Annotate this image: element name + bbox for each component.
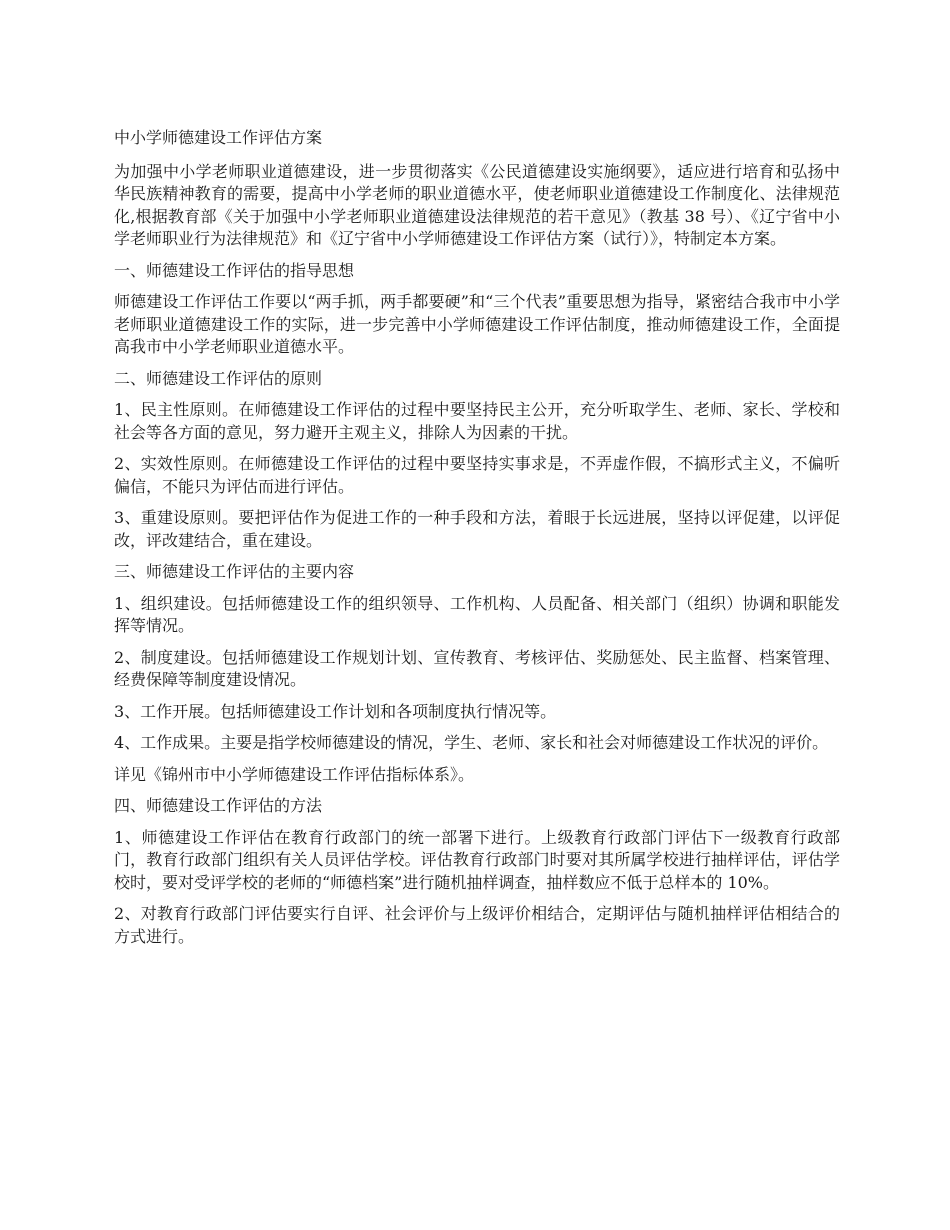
content-results: 4、工作成果。主要是指学校师德建设的情况，学生、老师、家长和社会对师德建设工作状况的评价。 [114,733,829,752]
section-heading-methods: 四、师德建设工作评估的方法 [114,796,323,815]
reference-note: 详见《锦州市中小学师德建设工作评估指标体系》。 [114,764,475,784]
content-work-progress: 3、工作开展。包括师德建设工作计划和各项制度执行情况等。 [114,701,557,721]
principle-construction: 3、重建设原则。要把评估作为促进工作的一种手段和方法，着眼于长远进展，坚持以评促建，以评促改，评改建结合，重在建设。 [114,508,840,550]
principle-democracy: 1、民主性原则。在师德建设工作评估的过程中要坚持民主公开，充分听取学生、老师、家长、学校和社会等各方面的意见，努力避开主观主义，排除人为因素的干扰。 [114,400,840,442]
content-organization: 1、组织建设。包括师德建设工作的组织领导、工作机构、人员配备、相关部门（组织）协调和职能发挥等情况。 [114,593,840,635]
content-system: 2、制度建设。包括师德建设工作规划计划、宣传教育、考核评估、奖励惩处、民主监督、档案管理、经费保障等制度建设情况。 [114,647,840,689]
guiding-thought-paragraph: 师德建设工作评估工作要以“两手抓，两手都要硬”和“三个代表”重要思想为指导，紧密结合我市中小学老师职业道德建设工作的实际，进一步完善中小学师德建设工作评估制度，推动师德建设工作，全面提高我市中小学老师职业道德水平。 [114,292,840,356]
section-heading-guiding-thought: 一、师德建设工作评估的指导思想 [114,260,355,280]
section-heading-content: 三、师德建设工作评估的主要内容 [114,562,355,581]
section-heading-principles: 二、师德建设工作评估的原则 [114,368,323,388]
method-paragraph-1: 1、师德建设工作评估在教育行政部门的统一部署下进行。上级教育行政部门评估下一级教育行政部门，教育行政部门组织有关人员评估学校。评估教育行政部门时要对其所属学校进行抽样评估，评估学校时，要对受评学校的老师的“师德档案”进行随机抽样调查，抽样数应不低于总样本的 10%。 [114,827,840,892]
method-paragraph-2: 2、对教育行政部门评估要实行自评、社会评价与上级评价相结合，定期评估与随机抽样评估相结合的方式进行。 [114,904,840,946]
principle-effectiveness: 2、实效性原则。在师德建设工作评估的过程中要坚持实事求是，不弄虚作假，不搞形式主义，不偏听偏信，不能只为评估而进行评估。 [114,454,840,496]
intro-paragraph: 为加强中小学老师职业道德建设，进一步贯彻落实《公民道德建设实施纲要》，适应进行培育和弘扬中华民族精神教育的需要，提高中小学老师的职业道德水平，使老师职业道德建设工作制度化、法律规范化,根据教育部《关于加强中小学老师职业道德建设法律规范的若干意见》（教基 38 号）、《辽宁省中小学老师职业行为法律规范》和《辽宁省中小学师德建设工作评估方案（试行）》，特制定本方案。 [114,161,840,248]
document-body [114,127,840,957]
document-title: 中小学师德建设工作评估方案 [114,128,323,147]
